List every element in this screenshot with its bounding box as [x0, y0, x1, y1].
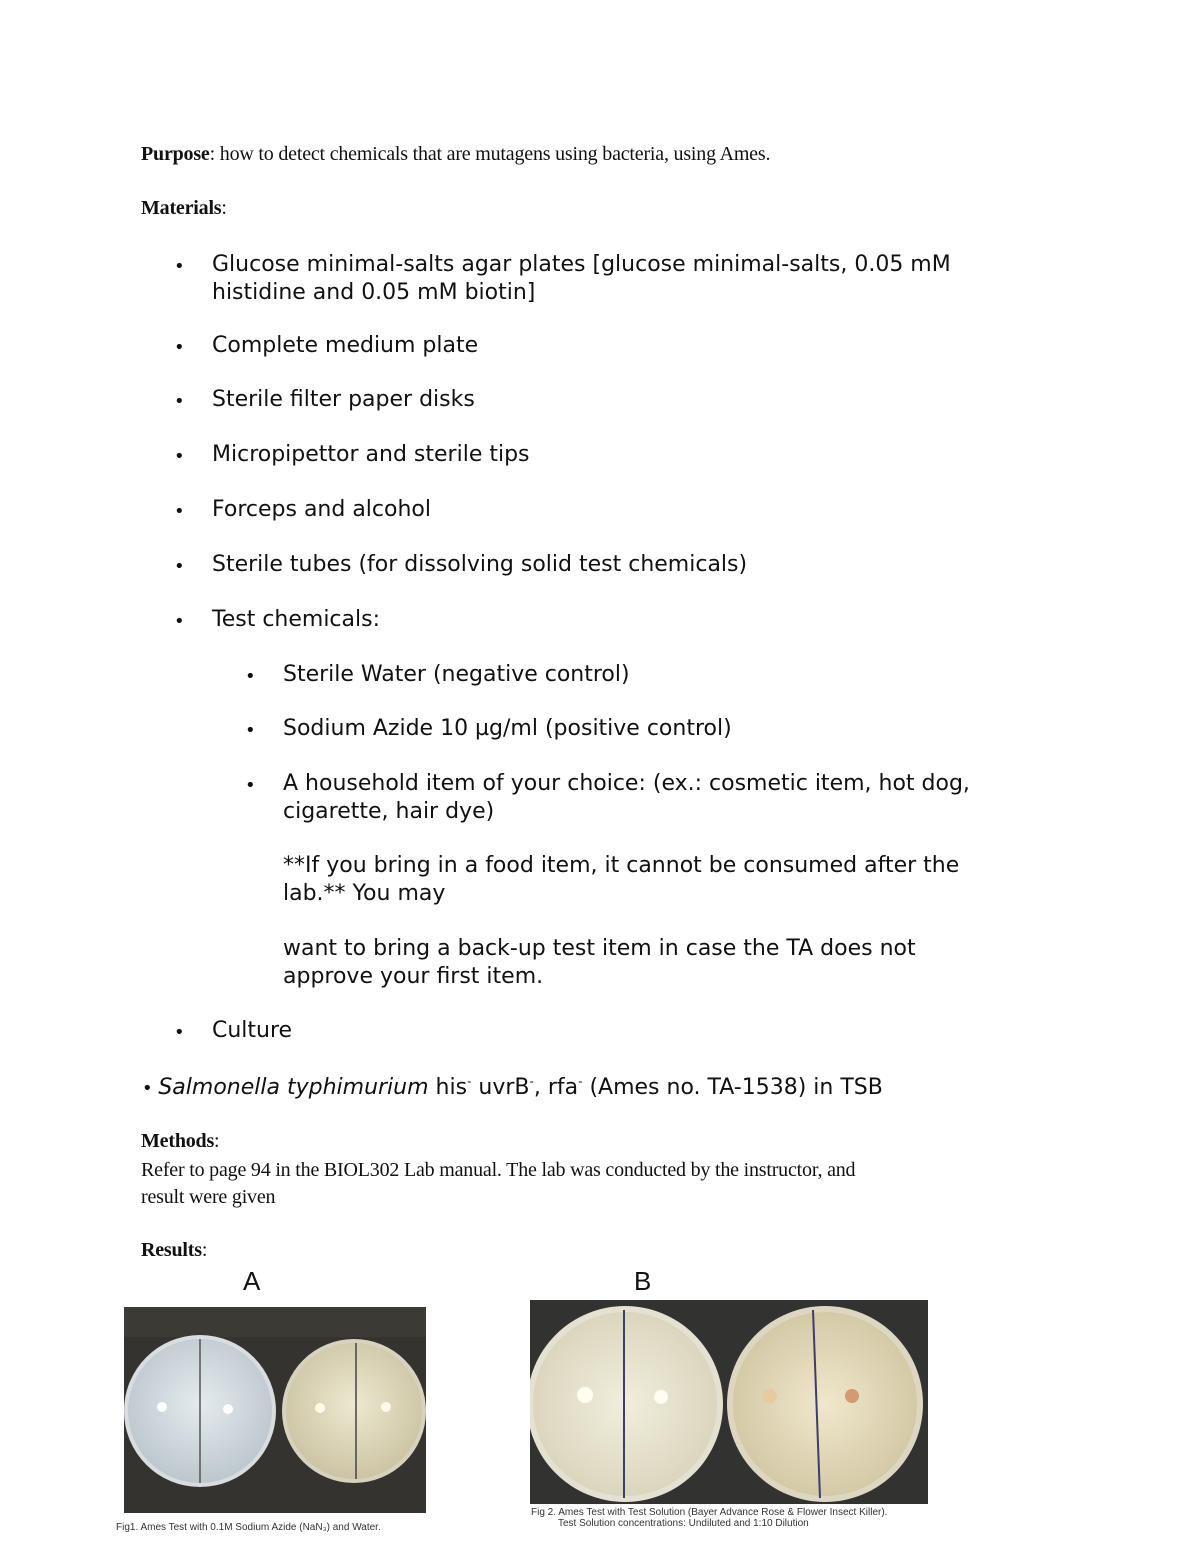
bullet-icon: • — [245, 666, 256, 687]
bullet-icon: • — [174, 391, 185, 412]
methods-line: Refer to page 94 in the BIOL302 Lab manual. The lab was conducted by the instructor, and — [141, 1159, 856, 1181]
list-item: Sterile tubes (for dissolving solid test chemicals) — [212, 552, 748, 577]
note-line: **If you bring in a food item, it cannot be consumed after the — [283, 853, 960, 878]
genotype-his: his — [428, 1075, 468, 1100]
materials-colon: : — [221, 197, 227, 219]
genotype-uvrb: uvrB — [471, 1075, 530, 1100]
superscript-minus: - — [529, 1074, 534, 1089]
figure-b-label: B — [634, 1266, 652, 1296]
figure-b-photo — [530, 1300, 928, 1504]
sub-list-item: Sodium Azide 10 µg/ml (positive control) — [283, 716, 732, 741]
bullet-icon: • — [174, 446, 185, 467]
list-item: Sterile filter paper disks — [212, 387, 475, 412]
caption-line: Test Solution concentrations: Undiluted and 1:10 Dilution — [558, 1518, 809, 1529]
list-item: Complete medium plate — [212, 333, 479, 358]
figure-b-caption — [531, 1507, 887, 1529]
genotype-rfa: , rfa — [533, 1075, 579, 1100]
organism-tail: (Ames no. TA-1538) in TSB — [582, 1075, 883, 1100]
bullet-icon: • — [245, 775, 256, 796]
petri-dishes-image — [124, 1307, 426, 1513]
purpose-label: Purpose — [141, 143, 210, 165]
results-label: Results — [141, 1239, 202, 1261]
list-item: Forceps and alcohol — [212, 497, 431, 522]
figure-a-photo — [124, 1307, 426, 1513]
methods-colon: : — [214, 1130, 220, 1152]
list-item-line: histidine and 0.05 mM biotin] — [212, 280, 536, 305]
note-line: approve your first item. — [283, 964, 544, 989]
superscript-minus: - — [578, 1074, 583, 1089]
superscript-minus: - — [467, 1074, 472, 1089]
bullet-icon: • — [174, 556, 185, 577]
list-item-line: Glucose minimal-salts agar plates [glucose minimal-salts, 0.05 mM — [212, 252, 951, 277]
petri-dishes-image — [530, 1300, 928, 1504]
note-line: want to bring a back-up test item in case the TA does not — [283, 936, 916, 961]
purpose-line — [141, 143, 770, 166]
list-item-culture: Culture — [212, 1018, 293, 1043]
caption-line: Fig 2. Ames Test with Test Solution (Bayer Advance Rose & Flower Insect Killer). — [531, 1507, 888, 1518]
sub-list-item: Sterile Water (negative control) — [283, 662, 630, 687]
bullet-icon: • — [174, 337, 185, 358]
bullet-icon: • — [245, 720, 256, 741]
methods-line: result were given — [141, 1186, 276, 1208]
bullet-icon: • — [174, 501, 185, 522]
list-item-line: cigarette, hair dye) — [283, 799, 495, 824]
methods-text — [141, 1157, 855, 1211]
sub-list-item — [283, 770, 970, 826]
bullet-icon: • — [174, 256, 185, 277]
organism-line — [142, 1074, 883, 1103]
backup-note — [283, 935, 916, 991]
food-note — [283, 852, 959, 908]
note-line: lab.** You may — [283, 881, 446, 906]
list-item-line: A household item of your choice: (ex.: cosmetic item, hot dog, — [283, 771, 970, 796]
organism-name: Salmonella typhimurium — [158, 1075, 429, 1100]
bullet-icon: • — [174, 1022, 185, 1043]
methods-heading — [141, 1130, 219, 1153]
list-item — [212, 251, 951, 307]
results-heading — [141, 1239, 207, 1262]
bullet-icon: • — [142, 1078, 159, 1099]
materials-label: Materials — [141, 197, 222, 219]
figure-a-label: A — [243, 1266, 261, 1296]
methods-label: Methods — [141, 1130, 215, 1152]
figure-a-caption: Fig1. Ames Test with 0.1M Sodium Azide (NaN₃) and Water. — [116, 1522, 381, 1533]
results-colon: : — [201, 1239, 208, 1261]
materials-heading — [141, 197, 227, 220]
bullet-icon: • — [174, 611, 185, 632]
purpose-text: : how to detect chemicals that are mutagens using bacteria, using Ames. — [209, 143, 771, 165]
list-item: Test chemicals: — [212, 607, 380, 632]
list-item: Micropipettor and sterile tips — [212, 442, 530, 467]
